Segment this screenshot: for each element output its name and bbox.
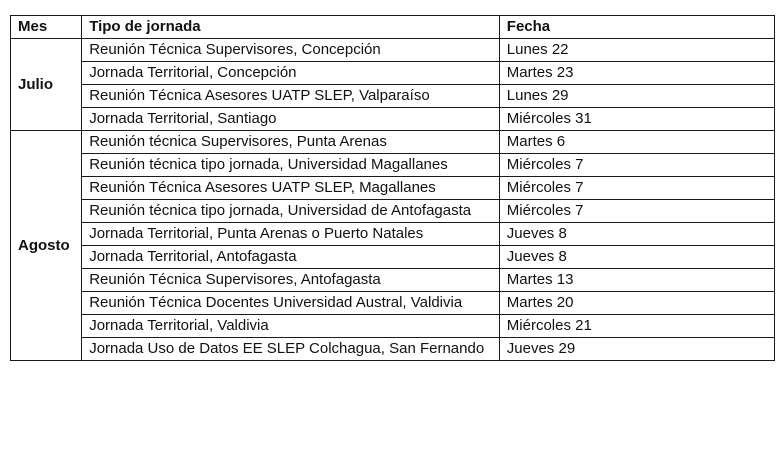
fecha-cell: Martes 6 (499, 131, 774, 154)
table-row (11, 108, 775, 131)
month-cell-julio: Julio (11, 39, 82, 131)
tipo-cell: Reunión Técnica Supervisores, Antofagasta (82, 269, 500, 292)
table-row (11, 338, 775, 361)
header-mes: Mes (11, 16, 82, 39)
table-row (11, 39, 775, 62)
table-row (11, 131, 775, 154)
fecha-cell: Miércoles 7 (499, 177, 774, 200)
fecha-cell: Miércoles 21 (499, 315, 774, 338)
table-row (11, 315, 775, 338)
fecha-cell: Miércoles 7 (499, 200, 774, 223)
tipo-cell: Reunión Técnica Asesores UATP SLEP, Valparaíso (82, 85, 500, 108)
table-row (11, 269, 775, 292)
fecha-cell: Lunes 22 (499, 39, 774, 62)
table-row (11, 154, 775, 177)
tipo-cell: Reunión técnica Supervisores, Punta Arenas (82, 131, 500, 154)
tipo-cell: Reunión Técnica Supervisores, Concepción (82, 39, 500, 62)
fecha-cell: Miércoles 31 (499, 108, 774, 131)
header-tipo: Tipo de jornada (82, 16, 500, 39)
month-cell-agosto: Agosto (11, 131, 82, 361)
tipo-cell: Jornada Uso de Datos EE SLEP Colchagua, San Fernando (82, 338, 500, 361)
header-fecha: Fecha (499, 16, 774, 39)
tipo-cell: Jornada Territorial, Valdivia (82, 315, 500, 338)
tipo-cell: Jornada Territorial, Santiago (82, 108, 500, 131)
tipo-cell: Reunión técnica tipo jornada, Universidad Magallanes (82, 154, 500, 177)
schedule-table (10, 15, 775, 361)
fecha-cell: Lunes 29 (499, 85, 774, 108)
tipo-cell: Reunión Técnica Asesores UATP SLEP, Magallanes (82, 177, 500, 200)
table-row (11, 223, 775, 246)
tipo-cell: Reunión técnica tipo jornada, Universidad de Antofagasta (82, 200, 500, 223)
fecha-cell: Miércoles 7 (499, 154, 774, 177)
table-row (11, 200, 775, 223)
fecha-cell: Jueves 29 (499, 338, 774, 361)
header-row (11, 16, 775, 39)
fecha-cell: Martes 23 (499, 62, 774, 85)
table-row (11, 292, 775, 315)
table-row (11, 85, 775, 108)
table-row (11, 62, 775, 85)
tipo-cell: Jornada Territorial, Punta Arenas o Puerto Natales (82, 223, 500, 246)
tipo-cell: Jornada Territorial, Concepción (82, 62, 500, 85)
tipo-cell: Reunión Técnica Docentes Universidad Austral, Valdivia (82, 292, 500, 315)
table-row (11, 177, 775, 200)
fecha-cell: Jueves 8 (499, 223, 774, 246)
tipo-cell: Jornada Territorial, Antofagasta (82, 246, 500, 269)
fecha-cell: Jueves 8 (499, 246, 774, 269)
fecha-cell: Martes 20 (499, 292, 774, 315)
fecha-cell: Martes 13 (499, 269, 774, 292)
table-row (11, 246, 775, 269)
